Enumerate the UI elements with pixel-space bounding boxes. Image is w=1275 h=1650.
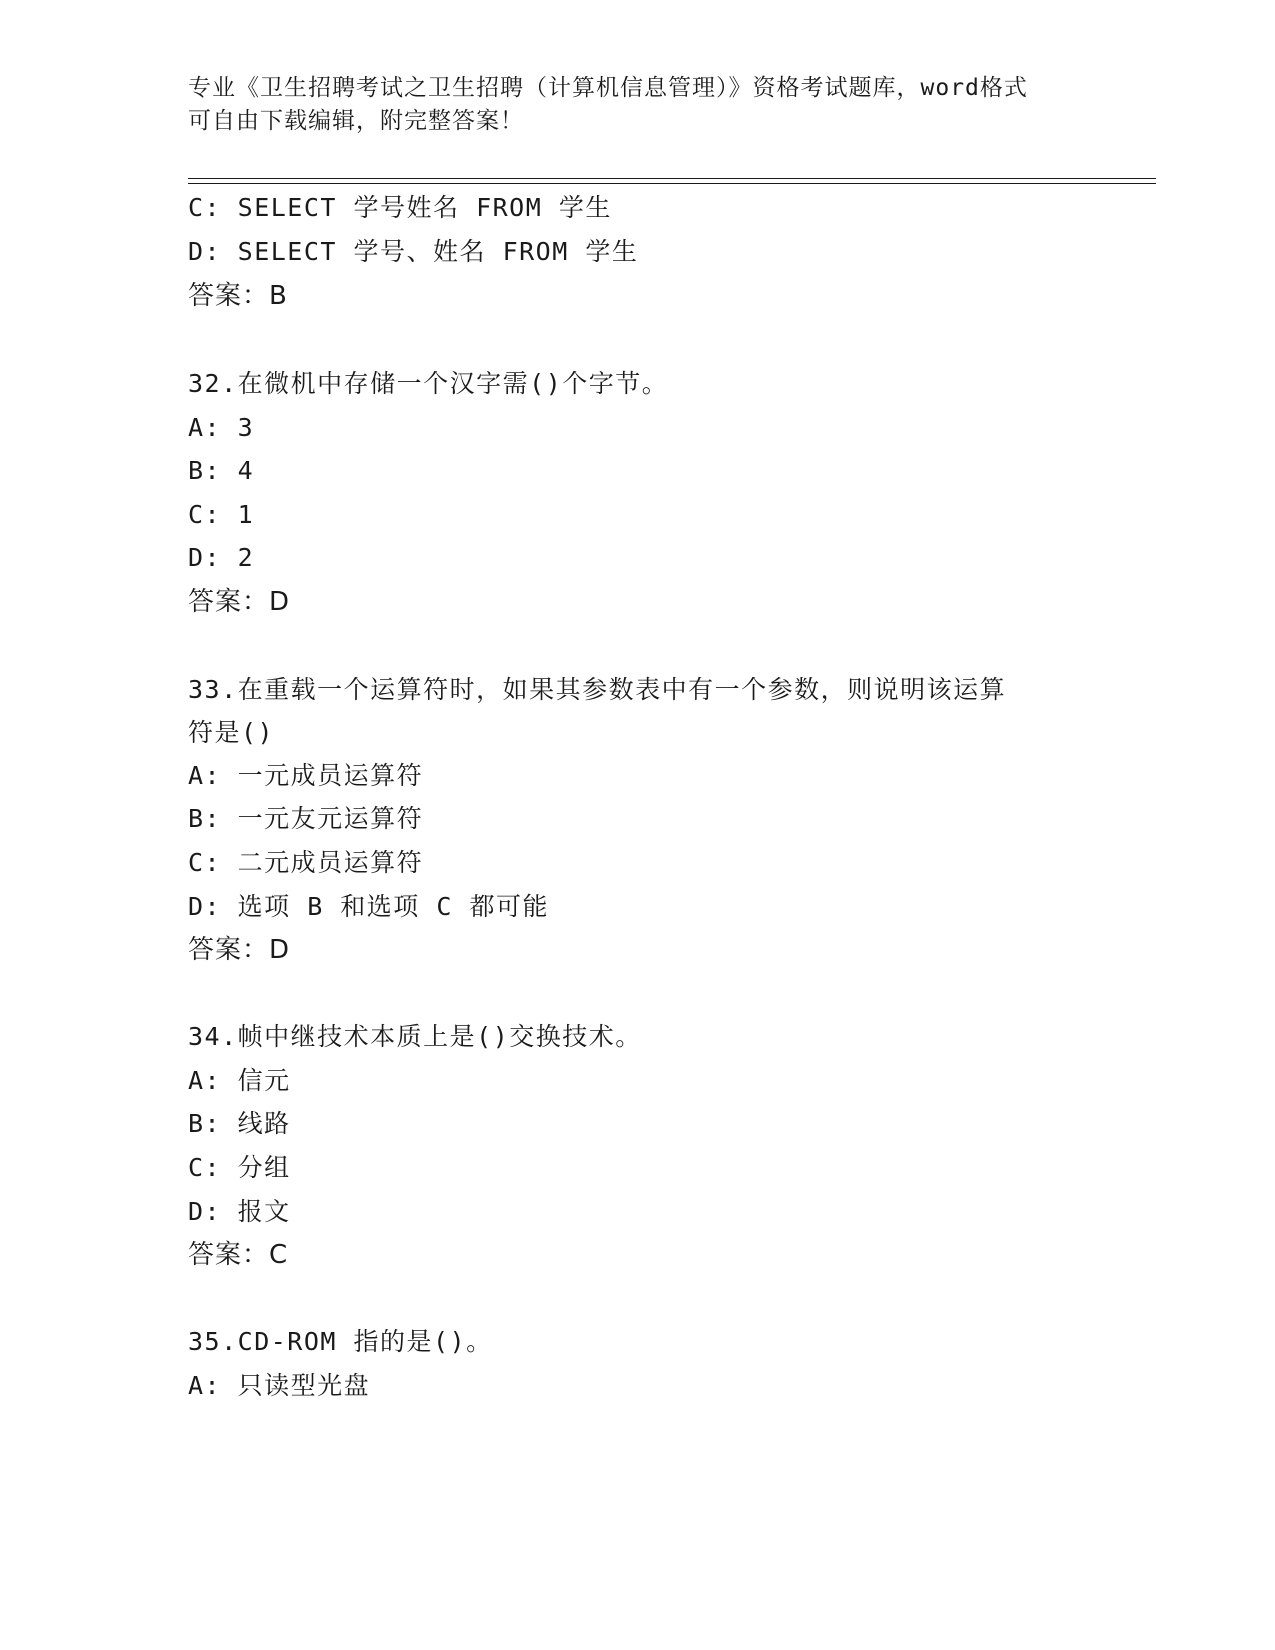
question-34-option-a: A: 信元: [188, 1066, 291, 1095]
question-34-answer: 答案：C: [188, 1240, 289, 1270]
question-34-stem: 34.帧中继技术本质上是()交换技术。: [188, 1022, 642, 1051]
prev-option-d: D: SELECT 学号、姓名 FROM 学生: [188, 237, 639, 266]
question-32-option-a: A: 3: [188, 413, 255, 442]
question-33-option-a: A: 一元成员运算符: [188, 761, 424, 790]
question-32-stem: 32.在微机中存储一个汉字需()个字节。: [188, 369, 669, 398]
question-33-option-c: C: 二元成员运算符: [188, 848, 424, 877]
question-34-option-b: B: 线路: [188, 1109, 291, 1138]
question-32-option-c: C: 1: [188, 500, 255, 529]
question-33-stem-line-1: 33.在重载一个运算符时，如果其参数表中有一个参数，则说明该运算: [188, 675, 1007, 704]
question-33-answer: 答案：D: [188, 935, 291, 965]
question-32-answer: 答案：D: [188, 587, 291, 617]
question-33-option-b: B: 一元友元运算符: [188, 804, 424, 833]
question-34-option-d: D: 报文: [188, 1197, 291, 1226]
header-divider-bottom: [188, 183, 1156, 184]
question-33-option-d: D: 选项 B 和选项 C 都可能: [188, 892, 549, 921]
prev-option-c: C: SELECT 学号姓名 FROM 学生: [188, 193, 612, 222]
header-divider-top: [188, 178, 1156, 179]
document-header: [188, 72, 1088, 138]
question-32-option-b: B: 4: [188, 456, 255, 485]
question-32-option-d: D: 2: [188, 543, 255, 572]
header-line-2: 可自由下载编辑，附完整答案！: [188, 108, 524, 134]
question-33-stem-line-2: 符是(): [188, 718, 275, 747]
question-35-option-a: A: 只读型光盘: [188, 1371, 371, 1400]
prev-answer: 答案：B: [188, 281, 288, 311]
question-35-stem: 35.CD-ROM 指的是()。: [188, 1327, 493, 1356]
header-line-1: 专业《卫生招聘考试之卫生招聘（计算机信息管理）》资格考试题库，word格式: [188, 75, 1028, 101]
question-34-option-c: C: 分组: [188, 1153, 291, 1182]
